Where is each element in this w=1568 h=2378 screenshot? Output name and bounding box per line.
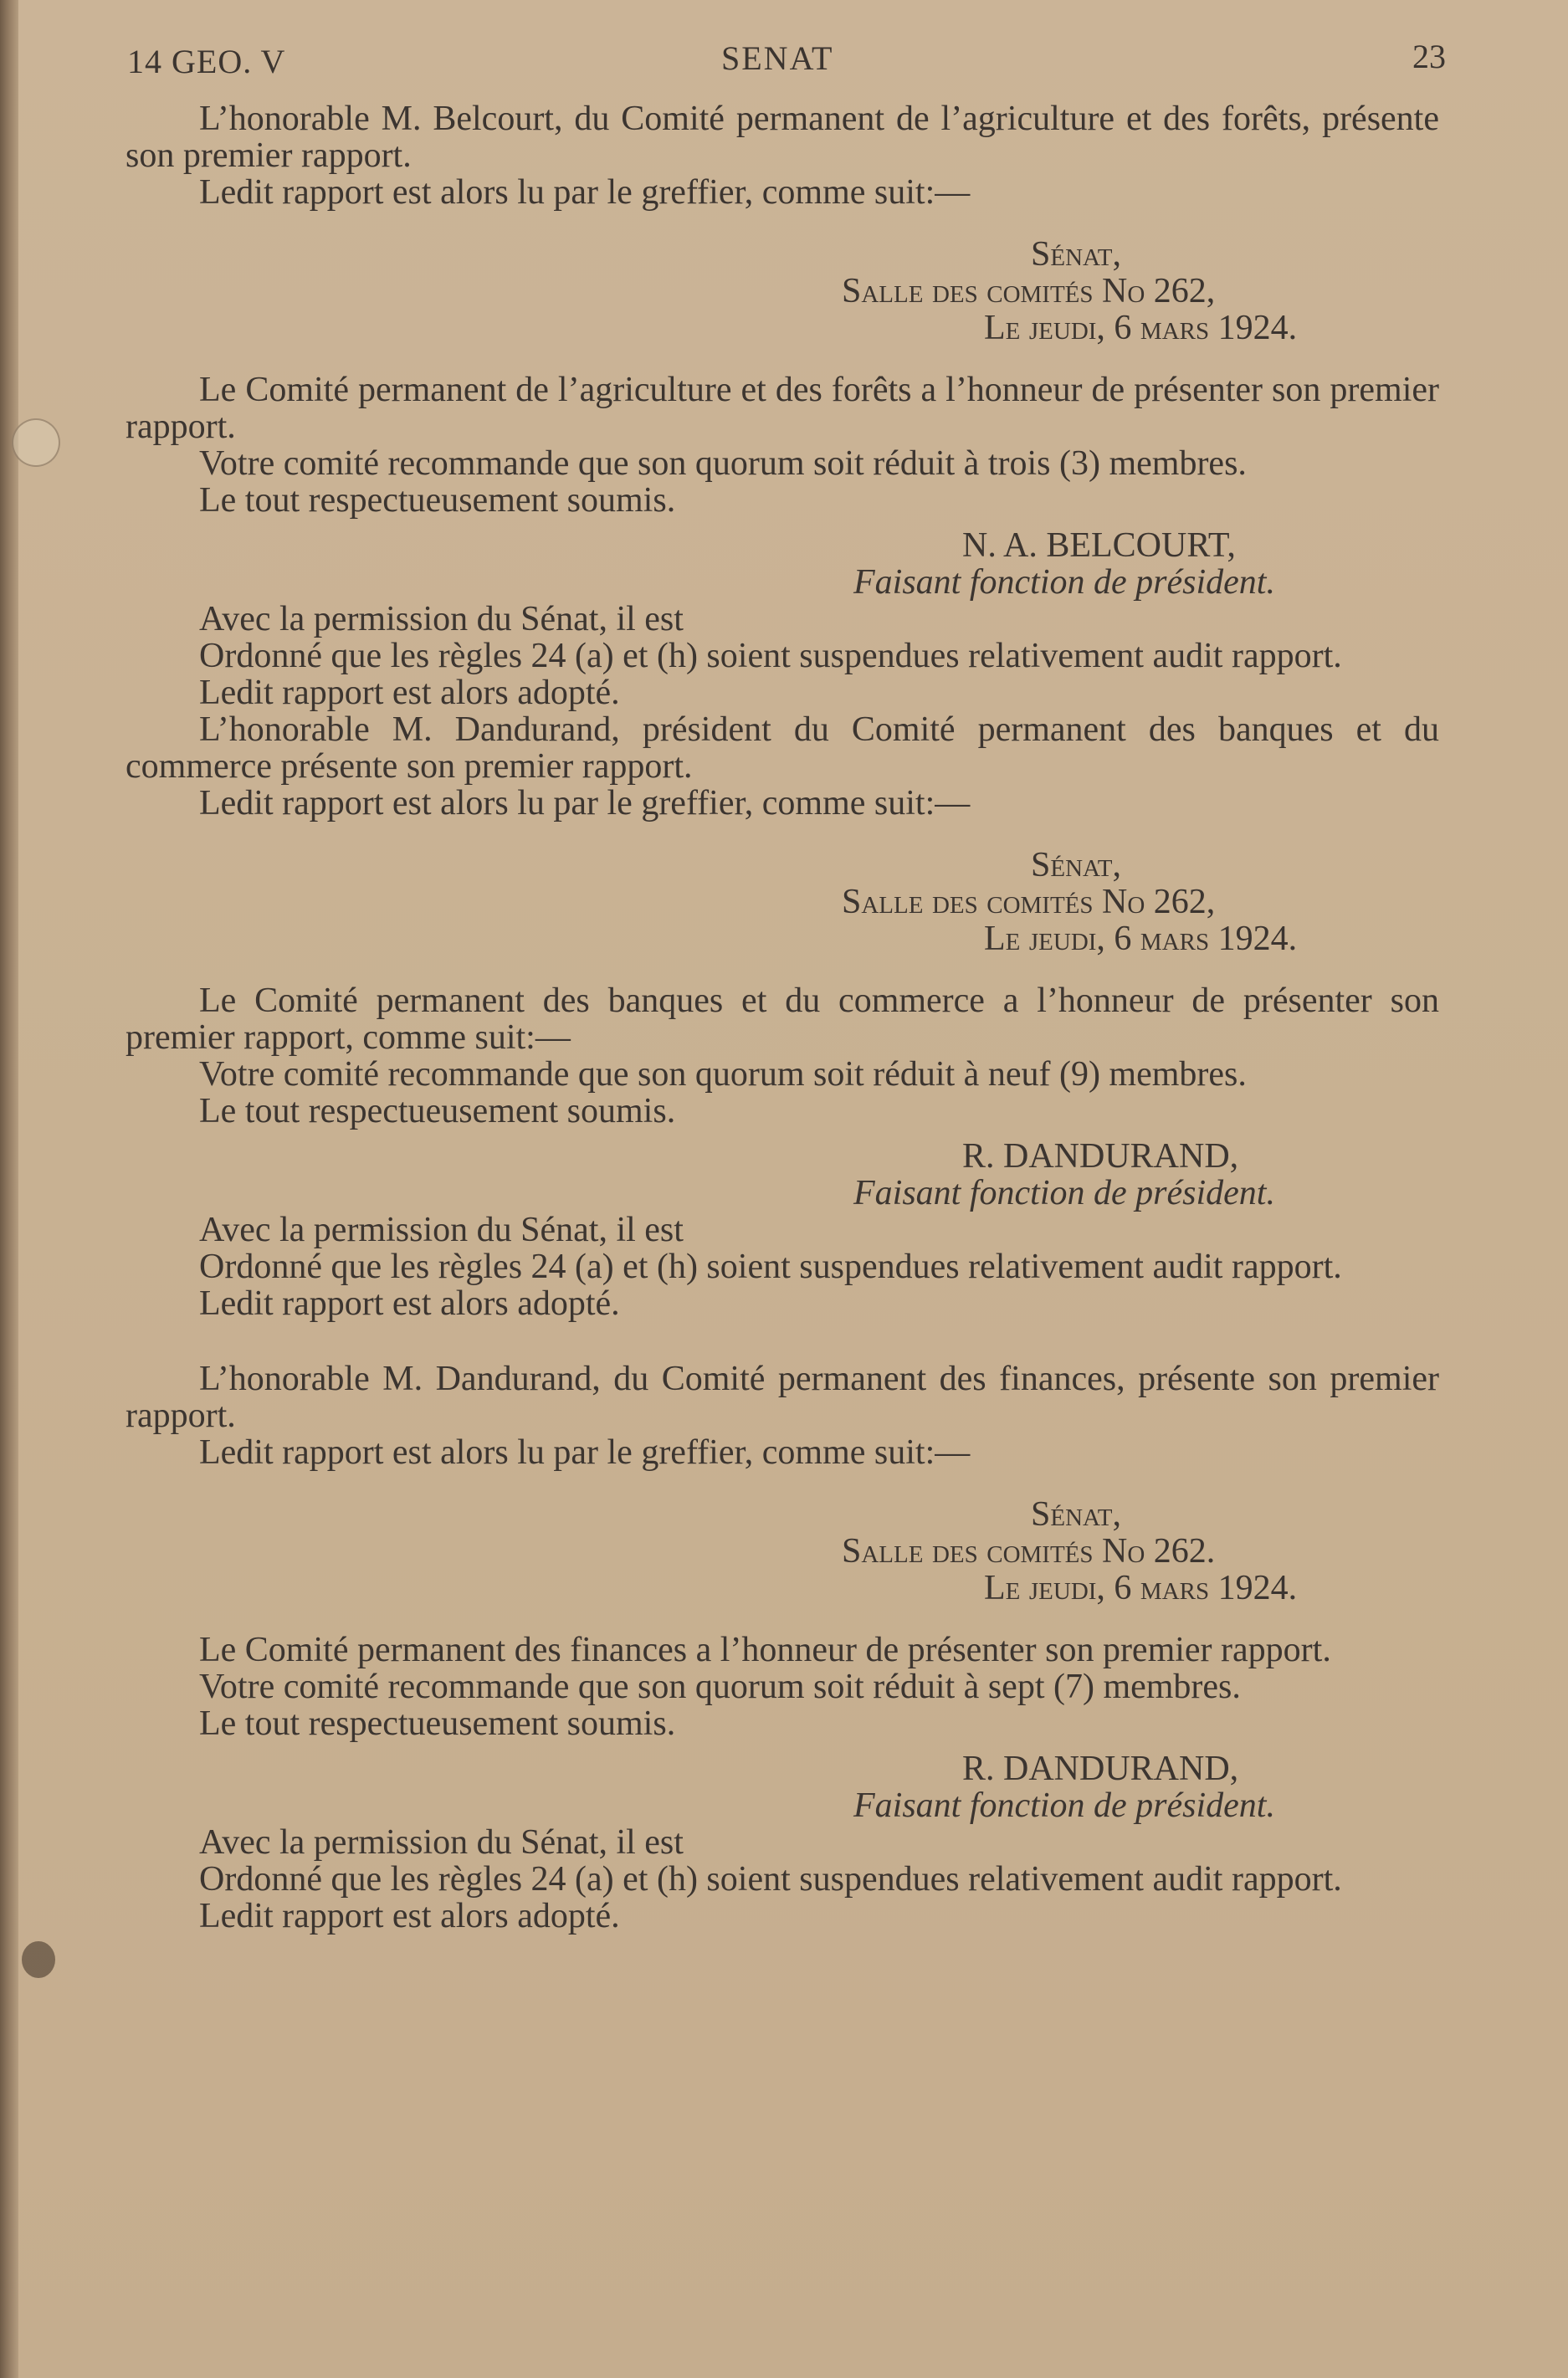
report-body-paragraph: Le Comité permanent de l’agriculture et des forêts a l’honneur de présenter son premier rapport. — [126, 371, 1439, 446]
intro-paragraph: L’honorable M. Dandurand, président du Comité permanent des banques et du commerce présente son premier rapport. — [126, 710, 1439, 786]
report-section — [126, 711, 1439, 1322]
permission-paragraph: Avec la permission du Sénat, il est — [199, 600, 684, 638]
adopted-paragraph: Ledit rapport est alors adopté. — [199, 1284, 620, 1323]
signature-name: R. DANDURAND, — [962, 1750, 1239, 1788]
signature-name: R. DANDURAND, — [962, 1137, 1239, 1176]
header-title: SENAT — [721, 39, 834, 77]
report-section — [126, 1361, 1439, 1935]
intro-paragraph: L’honorable M. Dandurand, du Comité permanent des finances, présente son premier rapport. — [126, 1360, 1439, 1435]
page-binding-edge — [0, 0, 18, 2378]
header-session: 14 GEO. V — [127, 43, 286, 80]
read-paragraph: Ledit rapport est alors lu par le greffier, comme suit:— — [199, 784, 971, 823]
page-number: 23 — [1412, 38, 1446, 75]
adopted-paragraph: Ledit rapport est alors adopté. — [199, 674, 620, 712]
report-section — [126, 100, 1439, 711]
dateline-date: Le jeudi, 6 mars 1924. — [984, 309, 1298, 347]
permission-paragraph: Avec la permission du Sénat, il est — [199, 1211, 684, 1249]
dateline-date: Le jeudi, 6 mars 1924. — [984, 1569, 1298, 1607]
report-body-paragraph: Le Comité permanent des finances a l’honneur de présenter son premier rapport. — [199, 1631, 1331, 1669]
page-content — [126, 33, 1446, 1935]
read-paragraph: Ledit rapport est alors lu par le greffier, comme suit:— — [199, 1433, 971, 1472]
report-body-paragraph: Votre comité recommande que son quorum soit réduit à sept (7) membres. — [199, 1668, 1241, 1706]
dateline-senate: Sénat, — [1031, 235, 1121, 274]
order-paragraph: Ordonné que les règles 24 (a) et (h) soient suspendues relativement audit rapport. — [199, 637, 1342, 675]
signature-title: Faisant fonction de président. — [853, 1786, 1275, 1825]
running-header — [126, 33, 1446, 100]
adopted-paragraph: Ledit rapport est alors adopté. — [199, 1897, 620, 1935]
signature-title: Faisant fonction de président. — [853, 563, 1275, 602]
report-body-paragraph: Le Comité permanent des banques et du commerce a l’honneur de présenter son premier rapport, comme suit:— — [126, 981, 1439, 1057]
permission-paragraph: Avec la permission du Sénat, il est — [199, 1823, 684, 1862]
paper-hole — [12, 418, 60, 467]
report-body-paragraph: Votre comité recommande que son quorum soit réduit à neuf (9) membres. — [199, 1055, 1247, 1094]
signature-title: Faisant fonction de président. — [853, 1174, 1275, 1212]
report-body-paragraph: Votre comité recommande que son quorum soit réduit à trois (3) membres. — [199, 444, 1247, 483]
dateline-room: Salle des comités No 262, — [842, 272, 1216, 310]
signature-name: N. A. BELCOURT, — [962, 526, 1236, 565]
dateline-senate: Sénat, — [1031, 1495, 1121, 1534]
order-paragraph: Ordonné que les règles 24 (a) et (h) soient suspendues relativement audit rapport. — [199, 1860, 1342, 1899]
paper-hole — [22, 1941, 55, 1978]
dateline-room: Salle des comités No 262. — [842, 1532, 1216, 1571]
dateline-senate: Sénat, — [1031, 846, 1121, 884]
report-body-paragraph: Le tout respectueusement soumis. — [199, 1092, 676, 1130]
order-paragraph: Ordonné que les règles 24 (a) et (h) soient suspendues relativement audit rapport. — [199, 1248, 1342, 1286]
report-body-paragraph: Le tout respectueusement soumis. — [199, 1704, 676, 1743]
dateline-room: Salle des comités No 262, — [842, 883, 1216, 921]
dateline-date: Le jeudi, 6 mars 1924. — [984, 920, 1298, 958]
report-body-paragraph: Le tout respectueusement soumis. — [199, 481, 676, 520]
read-paragraph: Ledit rapport est alors lu par le greffier, comme suit:— — [199, 173, 971, 212]
intro-paragraph: L’honorable M. Belcourt, du Comité permanent de l’agriculture et des forêts, présente son premier rapport. — [126, 100, 1439, 175]
